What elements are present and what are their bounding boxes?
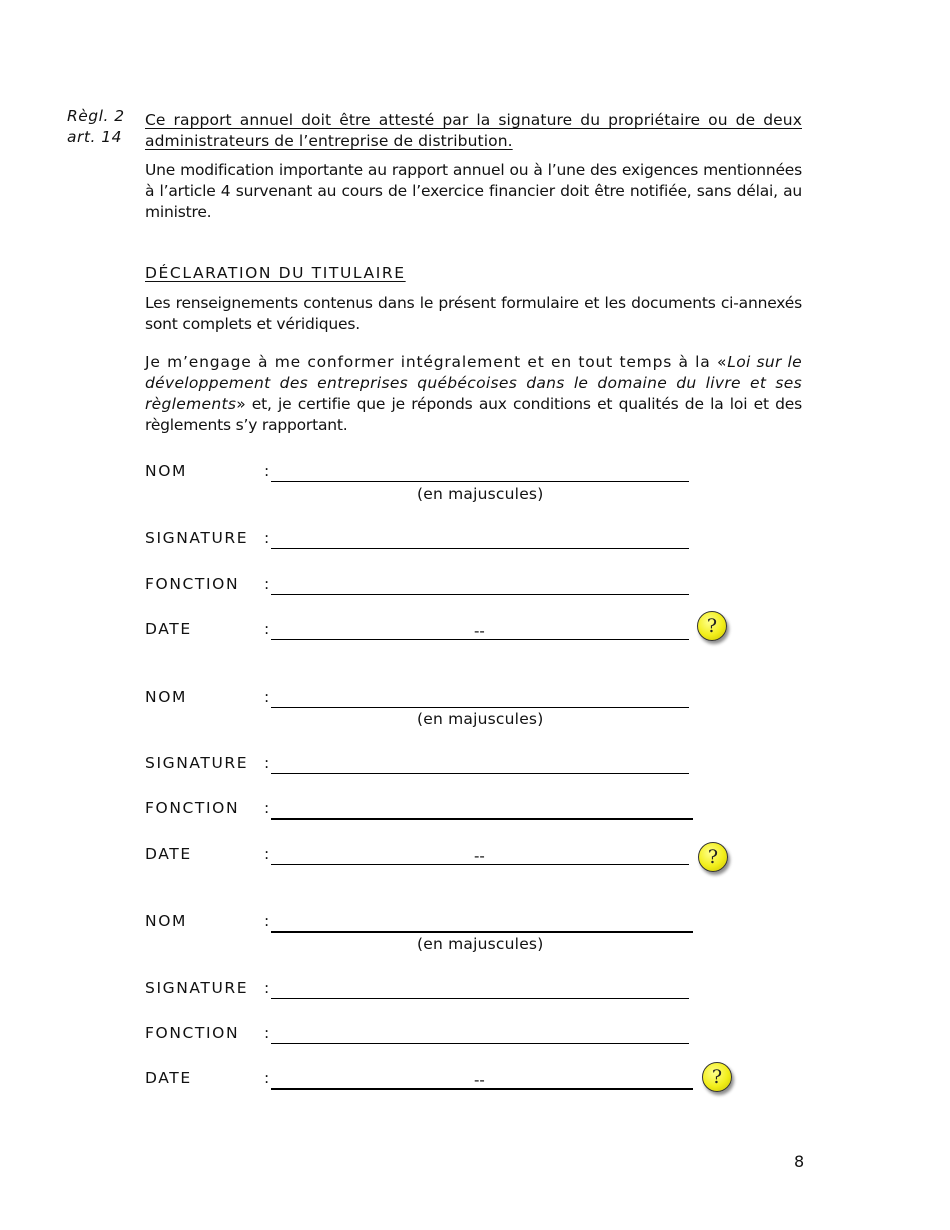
help-question-icon[interactable]: ? [698, 842, 728, 872]
colon: : [264, 845, 270, 863]
date-placeholder: -- [474, 847, 485, 865]
colon: : [264, 1069, 270, 1087]
signature-input-line-1[interactable] [271, 548, 689, 549]
colon: : [264, 620, 270, 638]
fonction-input-line-2[interactable] [271, 818, 693, 820]
uppercase-caption-3: (en majuscules) [417, 935, 544, 953]
declaration-heading: DÉCLARATION DU TITULAIRE [145, 264, 406, 282]
attestation-paragraph: Ce rapport annuel doit être attesté par la signature du propriétaire ou de deux administrateurs de l’entreprise de distribution. [145, 111, 802, 150]
date-label: DATE [145, 620, 192, 638]
fonction-field-2 [145, 798, 705, 822]
nom-field-1 [145, 461, 705, 485]
help-question-icon[interactable]: ? [697, 611, 727, 641]
signature-input-line-3[interactable] [271, 998, 689, 999]
date-placeholder: -- [474, 1071, 485, 1089]
date-label: DATE [145, 845, 192, 863]
nom-label: NOM [145, 462, 187, 480]
fonction-label: FONCTION [145, 1024, 240, 1042]
margin-ref-rule: Règl. 2 [67, 107, 125, 125]
date-field-1 [145, 619, 705, 643]
date-field-3 [145, 1068, 705, 1092]
colon: : [264, 912, 270, 930]
fonction-label: FONCTION [145, 799, 240, 817]
colon: : [264, 462, 270, 480]
nom-label: NOM [145, 912, 187, 930]
date-field-2 [145, 844, 705, 868]
date-placeholder: -- [474, 622, 485, 640]
intro-section [145, 110, 802, 223]
signature-input-line-2[interactable] [271, 773, 689, 774]
fonction-field-1 [145, 574, 705, 598]
colon: : [264, 979, 270, 997]
colon: : [264, 799, 270, 817]
signature-label: SIGNATURE [145, 754, 249, 772]
fonction-field-3 [145, 1023, 705, 1047]
colon: : [264, 1024, 270, 1042]
signature-label: SIGNATURE [145, 979, 249, 997]
nom-field-3 [145, 911, 705, 935]
signature-field-3 [145, 978, 705, 1002]
page-number: 8 [794, 1152, 805, 1171]
nom-input-line-3[interactable] [271, 931, 693, 933]
certification-text: » et, je certifie que je réponds aux conditions et qualités de la loi et des règlements s’y rapportant. [145, 395, 802, 434]
nom-input-line-1[interactable] [271, 481, 689, 482]
margin-reference [67, 106, 125, 148]
margin-ref-article: art. 14 [67, 128, 123, 146]
nom-label: NOM [145, 688, 187, 706]
colon: : [264, 529, 270, 547]
help-question-icon[interactable]: ? [702, 1062, 732, 1092]
fonction-input-line-1[interactable] [271, 594, 689, 595]
colon: : [264, 688, 270, 706]
signature-field-2 [145, 753, 705, 777]
declaration-paragraph-2 [145, 352, 802, 436]
date-label: DATE [145, 1069, 192, 1087]
fonction-label: FONCTION [145, 575, 240, 593]
modification-paragraph: Une modification importante au rapport annuel ou à l’une des exigences mentionnées à l’article 4 survenant au cours de l’exercice financier doit être notifiée, sans délai, au ministre. [145, 161, 802, 221]
signature-label: SIGNATURE [145, 529, 249, 547]
fonction-input-line-3[interactable] [271, 1043, 689, 1044]
law-title: Loi sur le développement des entreprises québécoises dans le domaine du livre et ses règlements [145, 353, 802, 413]
nom-input-line-2[interactable] [271, 707, 689, 708]
uppercase-caption-1: (en majuscules) [417, 485, 544, 503]
uppercase-caption-2: (en majuscules) [417, 710, 544, 728]
declaration-paragraph-1: Les renseignements contenus dans le présent formulaire et les documents ci-annexés sont complets et véridiques. [145, 294, 802, 333]
colon: : [264, 575, 270, 593]
nom-field-2 [145, 687, 705, 711]
commitment-text: Je m’engage à me conformer intégralement et en tout temps à la « [145, 353, 728, 371]
colon: : [264, 754, 270, 772]
declaration-section [145, 263, 802, 436]
signature-field-1 [145, 528, 705, 552]
